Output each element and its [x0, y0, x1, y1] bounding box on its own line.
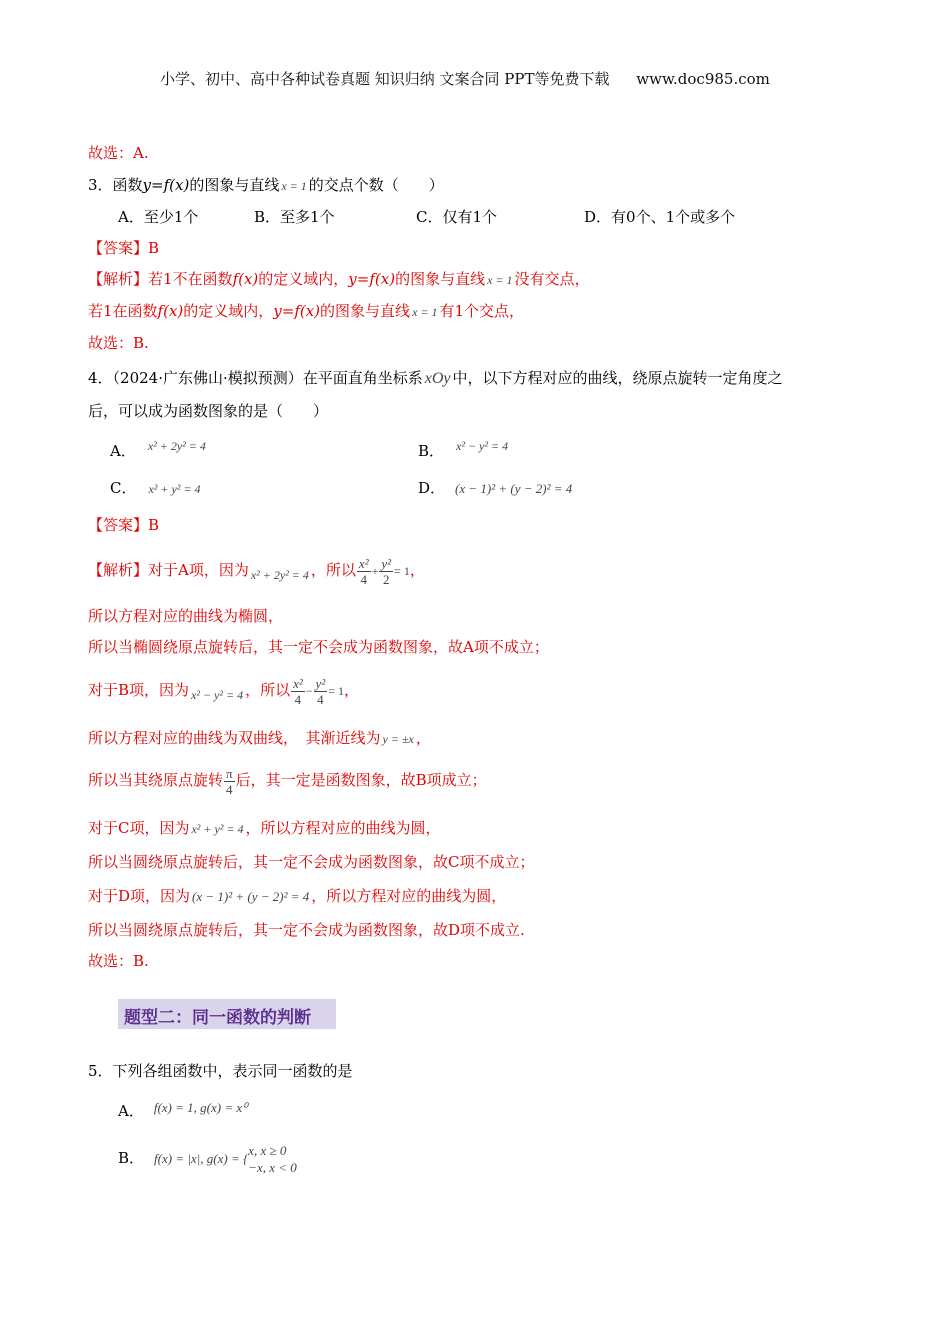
question-3: 3．函数y=f(x)的图象与直线 x = 1 的交点个数（ ） [88, 176, 444, 194]
explanation-4-line10: 所以当圆绕原点旋转后，其一定不会成为函数图象，故D项不成立. [88, 921, 525, 939]
explanation-4-line5: 所以方程对应的曲线为双曲线， 其渐近线为 y = ±x ， [88, 729, 431, 747]
q3-option-a: A．至少1个 [118, 208, 199, 226]
explanation-4-line6: 所以当其绕原点旋转 $\frac{\pi}{4}$ 后，其一定是函数图象，故B项成立； [88, 765, 487, 797]
selection-b-1: 故选：B. [88, 334, 149, 352]
q4-option-a: A． $^{x^2 + 2y^2 = 4}$ [110, 439, 206, 460]
explanation-3-line1: 【解析】若1不在函数f(x)的定义域内，y=f(x)的图象与直线 x = 1 没有交点， [88, 270, 590, 288]
question-4-line2: 后，可以成为函数图象的是（ ） [88, 402, 329, 420]
q3-option-b: B．至多1个 [254, 208, 335, 226]
explanation-4-line7: 对于C项，因为 x² + y² = 4 ，所以方程对应的曲线为圆， [88, 819, 441, 837]
question-5: 5．下列各组函数中，表示同一函数的是 [88, 1062, 353, 1080]
q4-option-b: B． $^{x^2 - y^2 = 4}$ [418, 439, 509, 460]
explanation-4-line4: 对于B项，因为 $_{x^2 - y^2 = 4}$ ，所以 $\frac{\text{x²}}{4}$ − $\frac{\text{y²}}{4}$ = 1， [88, 675, 360, 707]
answer-3: 【答案】B [88, 239, 160, 257]
explanation-4-line9: 对于D项，因为 (x − 1)² + (y − 2)² = 4 ，所以方程对应的曲线为圆， [88, 887, 507, 905]
q4-option-d: D． (x − 1)² + (y − 2)² = 4 [418, 479, 573, 497]
q3-option-c: C．仅有1个 [416, 208, 498, 226]
header-text: 小学、初中、高中各种试卷真题 知识归纳 文案合同 PPT等免费下载 [160, 70, 610, 88]
explanation-4-line2: 所以方程对应的曲线为椭圆， [88, 607, 284, 625]
q5-option-b: B． f(x) = |x|, g(x) = { x, x ≥ 0 −x, x < 0 [118, 1143, 297, 1175]
answer-4: 【答案】B [88, 516, 160, 534]
explanation-4-line1: 【解析】对于A项，因为 $_{x^2 + 2y^2 = 4}$ ，所以 $\frac{\text{x²}}{4}$ + $\frac{\text{y²}}{2}$ = 1， [88, 555, 425, 587]
section-banner [118, 999, 336, 1029]
explanation-4-line8: 所以当圆绕原点旋转后，其一定不会成为函数图象，故C项不成立； [88, 853, 535, 871]
question-4-line1: 4．（2024·广东佛山·模拟预测）在平面直角坐标系 xOy 中，以下方程对应的曲线，绕原点旋转一定角度之 [88, 369, 783, 387]
selection-a: 故选：A. [88, 144, 149, 162]
explanation-4-line3: 所以当椭圆绕原点旋转后，其一定不会成为函数图象，故A项不成立； [88, 638, 549, 656]
section-title: 题型二：同一函数的判断 [124, 1008, 311, 1028]
q4-option-c: C． x² + y² = 4 [110, 479, 201, 497]
explanation-3-line2: 若1在函数f(x)的定义域内，y=f(x)的图象与直线 x = 1 有1个交点， [88, 302, 525, 320]
selection-b-2: 故选：B. [88, 952, 149, 970]
q3-option-d: D．有0个、1个或多个 [584, 208, 736, 226]
q5-option-a: A． f(x) = 1, g(x) = x⁰ [118, 1100, 248, 1120]
header-url[interactable]: www.doc985.com [636, 70, 770, 88]
page-header [160, 69, 770, 89]
